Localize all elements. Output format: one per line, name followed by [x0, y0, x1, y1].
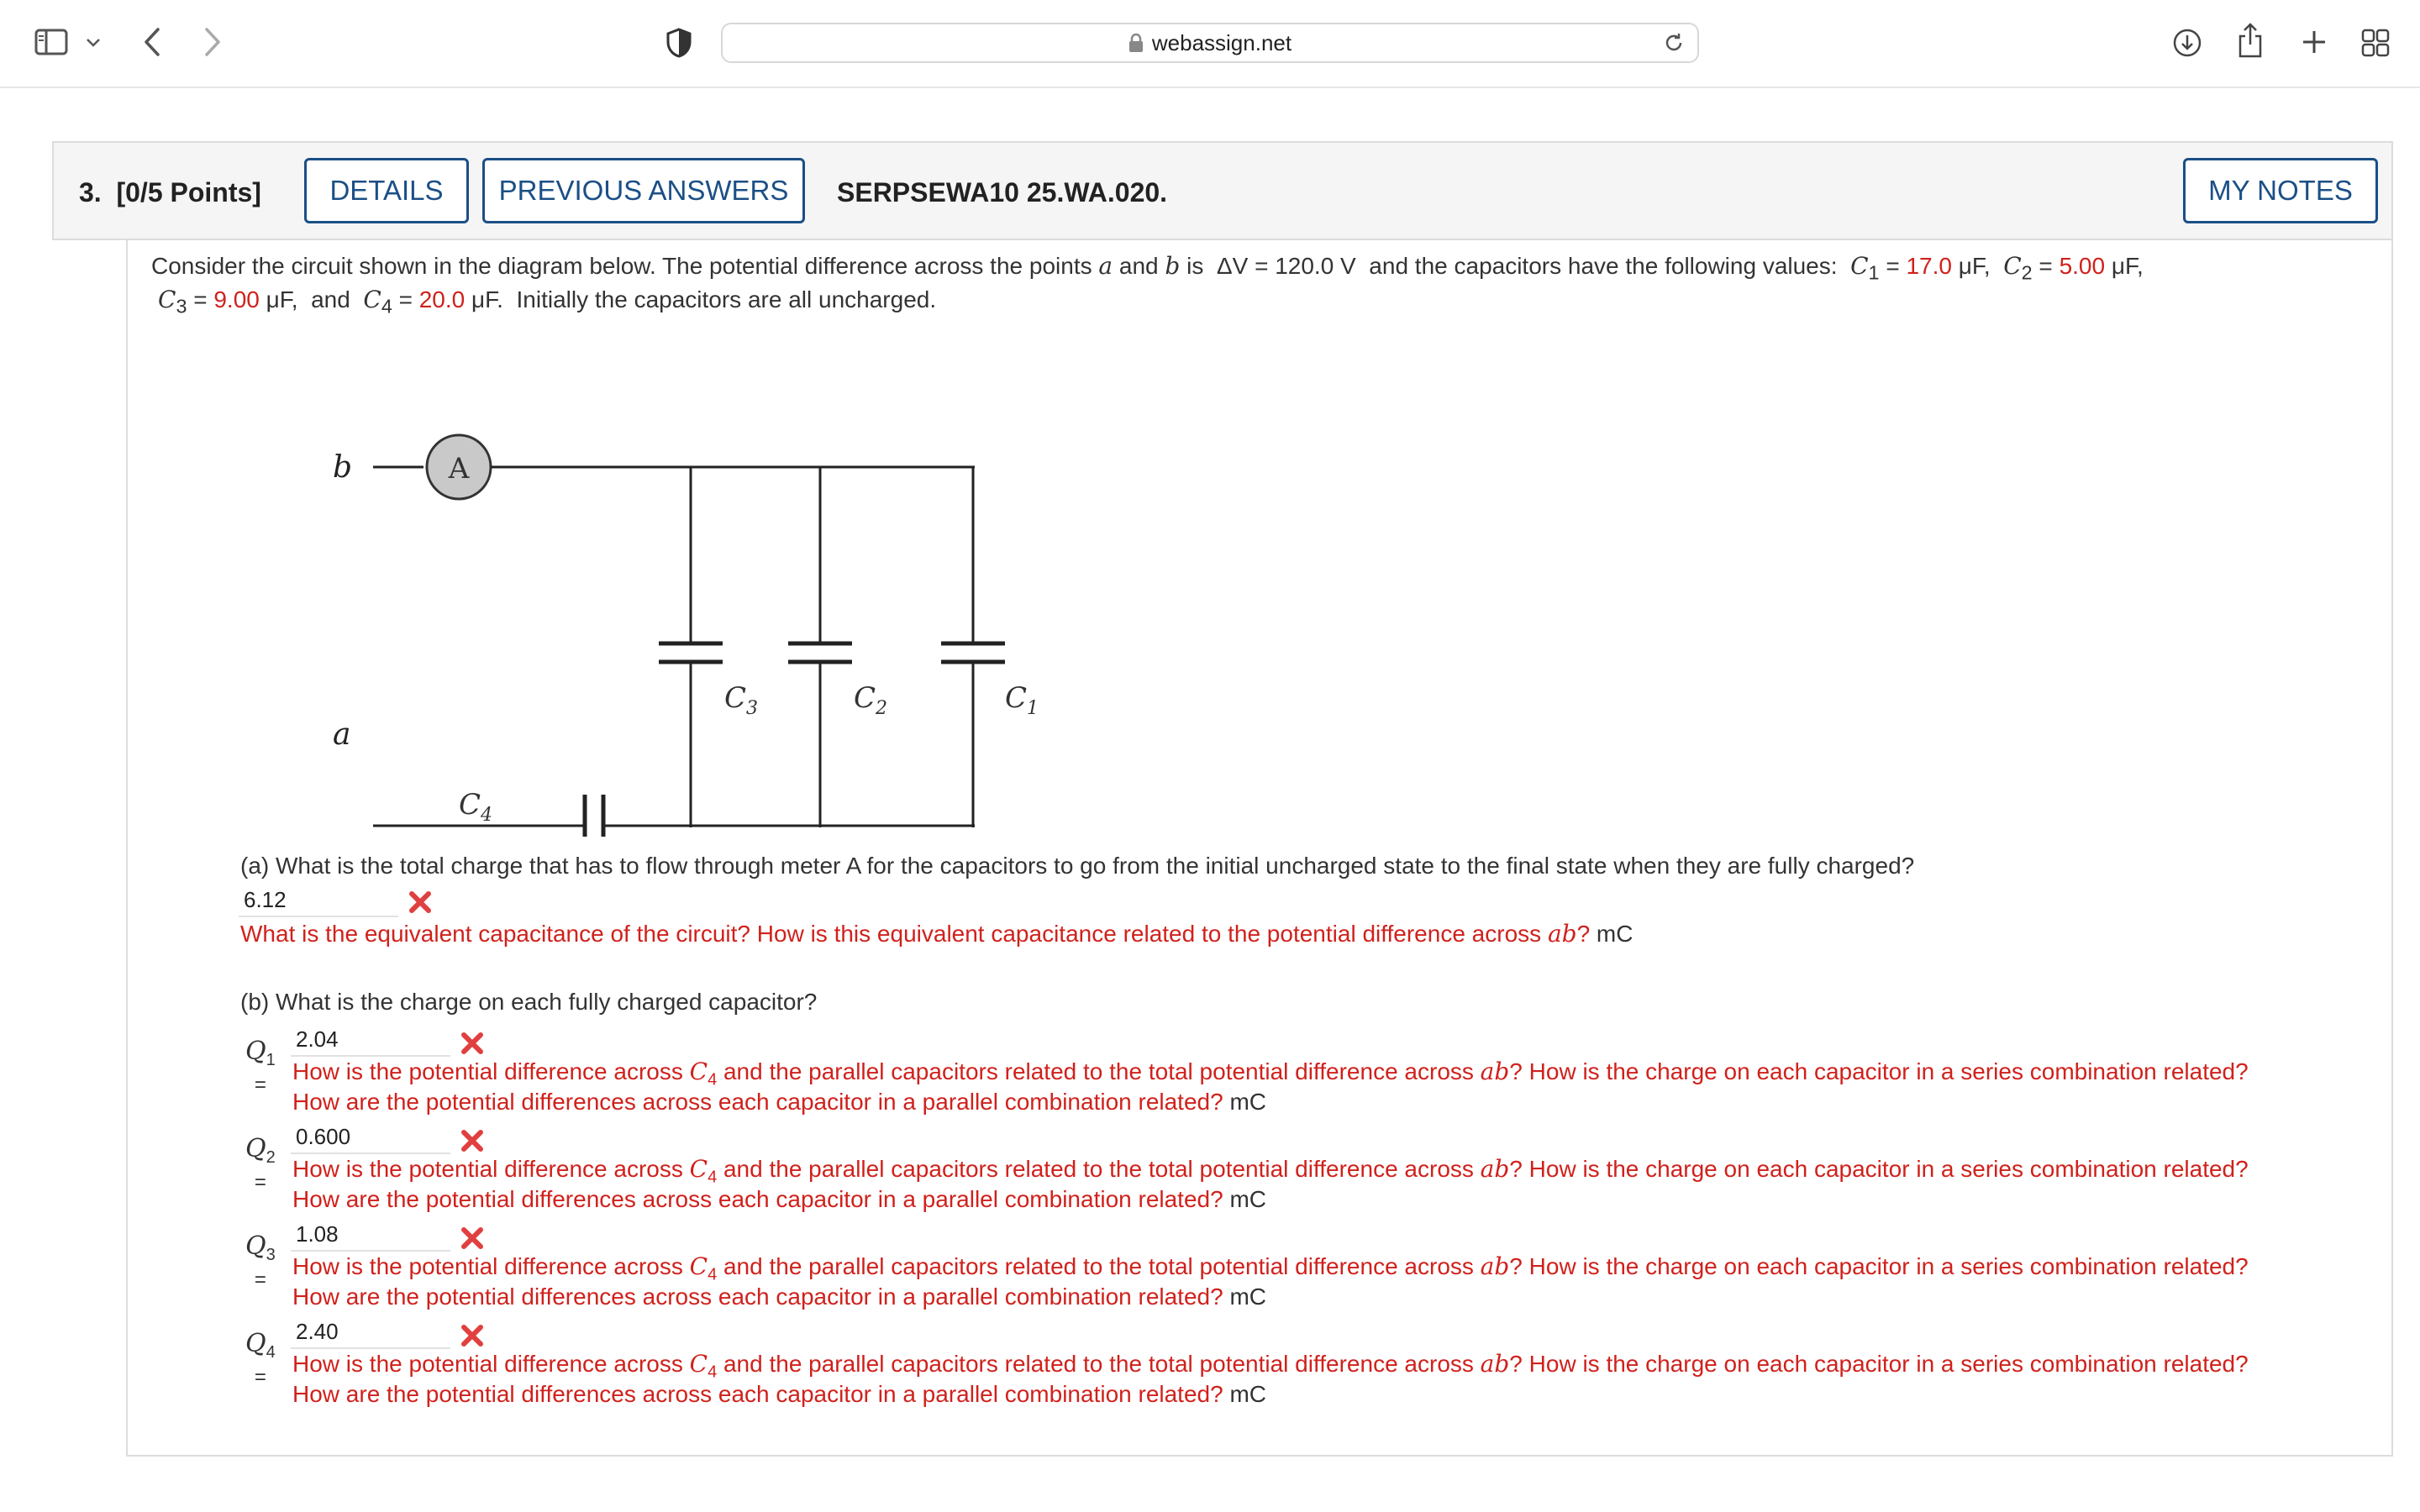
- c4-label-sub: 4: [481, 804, 493, 826]
- address-bar[interactable]: [721, 23, 1699, 63]
- label-b: b: [333, 450, 353, 485]
- hint-q: ?: [1576, 921, 1591, 947]
- capacitor-c3: [659, 643, 723, 662]
- part-a-question: (a) What is the total charge that has to flow through meter A for the capacitors to go from the initial uncharged state to the final state when they are fully charged?: [240, 853, 1915, 879]
- charge-hint-line-2: How are the potential differences across each capacitor in a parallel combination related? mC: [292, 1284, 1267, 1310]
- charge-answer-input[interactable]: 2.40: [291, 1315, 450, 1349]
- lock-icon: [1128, 33, 1144, 53]
- intro-text-2: and the capacitors have the following values:: [1369, 253, 1838, 279]
- capacitor-c1: [941, 643, 1005, 662]
- eq-sign: =: [2039, 253, 2053, 279]
- charge-label: [245, 1329, 276, 1389]
- c2-label: C: [854, 681, 876, 715]
- charge-symbol: Q: [245, 1134, 266, 1163]
- unit-uf: μF,: [266, 286, 298, 312]
- c1-symbol: C: [1850, 252, 1869, 280]
- question-number: [79, 143, 261, 242]
- previous-answers-button[interactable]: PREVIOUS ANSWERS: [482, 158, 805, 223]
- eq-sign: =: [254, 1074, 266, 1096]
- c2-subscript: 2: [2021, 261, 2033, 284]
- c3-subscript: 3: [176, 295, 187, 318]
- and-word: and: [1118, 253, 1159, 279]
- ammeter-label: A: [448, 452, 470, 486]
- charge-subscript: 4: [266, 1343, 276, 1362]
- privacy-shield-icon[interactable]: [666, 27, 692, 59]
- charge-hint-line-2: How are the potential differences across each capacitor in a parallel combination related? mC: [292, 1089, 1267, 1115]
- charge-hint-line-1: How is the potential difference across $C_4$ and the parallel capacitors related to the total potential difference across ab? How is the charge on each capacitor in a series combination related?: [292, 1058, 2249, 1089]
- delta-v: ΔV: [1216, 253, 1249, 279]
- question-body: [126, 240, 2393, 1457]
- c2-value: 5.00: [2059, 253, 2106, 279]
- c2-label-sub: 2: [876, 698, 888, 719]
- intro-text: Consider the circuit shown in the diagram below. The potential difference across the points: [151, 253, 1092, 279]
- c4-symbol: C: [363, 286, 381, 313]
- hint-var: ab: [1547, 920, 1577, 948]
- unit-uf: μF,: [1958, 253, 1991, 279]
- charge-symbol: Q: [245, 1231, 266, 1261]
- reload-icon[interactable]: [1662, 31, 1686, 55]
- back-icon[interactable]: [139, 25, 165, 59]
- charge-subscript: 3: [266, 1246, 276, 1264]
- incorrect-icon: [459, 1225, 486, 1252]
- question-index: 3.: [79, 176, 102, 207]
- c4-label: C: [459, 788, 481, 822]
- c3-value: 9.00: [213, 286, 260, 312]
- unit-mc: mC: [1596, 921, 1634, 947]
- tab-overview-icon[interactable]: [2360, 27, 2391, 59]
- part-a-answer-input[interactable]: 6.12: [239, 884, 398, 917]
- eq-sign: =: [254, 1366, 266, 1389]
- hint-text: What is the equivalent capacitance of the circuit? How is this equivalent capacitance related to the potential difference across: [240, 921, 1542, 947]
- var-a: a: [1098, 252, 1113, 280]
- potential-difference-value: 120.0 V: [1275, 253, 1356, 279]
- charge-answer-input[interactable]: 0.600: [291, 1121, 450, 1154]
- eq-sign: =: [254, 1171, 266, 1194]
- charge-hint-line-1: How is the potential difference across $C_4$ and the parallel capacitors related to the total potential difference across ab? How is the charge on each capacitor in a series combination related?: [292, 1350, 2249, 1382]
- charge-answer-input[interactable]: 1.08: [291, 1218, 450, 1252]
- capacitor-c2: [788, 643, 852, 662]
- download-icon[interactable]: [2171, 27, 2203, 59]
- charge-label: [245, 1037, 276, 1097]
- capacitor-c4: [585, 795, 603, 837]
- eq-sign: =: [254, 1268, 266, 1291]
- part-b-question: (b) What is the charge on each fully charged capacitor?: [240, 989, 818, 1015]
- sidebar-icon[interactable]: [34, 27, 69, 57]
- unit-uf: μF,: [2111, 253, 2144, 279]
- url-text: webassign.net: [1151, 29, 1292, 55]
- svg-text:C3: [724, 681, 758, 719]
- problem-statement-line-1: [151, 252, 2144, 287]
- question-header: [52, 141, 2393, 240]
- problem-statement-line-2: [158, 286, 936, 321]
- var-b: b: [1165, 252, 1181, 280]
- question-code: SERPSEWA10 25.WA.020.: [837, 176, 1168, 207]
- c4-subscript: 4: [381, 295, 392, 318]
- c1-subscript: 1: [1868, 261, 1880, 284]
- charge-label: [245, 1134, 276, 1194]
- points-label: [0/5 Points]: [116, 176, 261, 207]
- chevron-down-icon[interactable]: [84, 34, 103, 52]
- is-word: is: [1186, 253, 1204, 279]
- charge-hint-line-2: How are the potential differences across each capacitor in a parallel combination related? mC: [292, 1381, 1267, 1407]
- eq-sign: =: [1886, 253, 1900, 279]
- charge-label: [245, 1231, 276, 1292]
- c4-value: 20.0: [418, 286, 466, 312]
- intro-text-3: Initially the capacitors are all uncharged.: [516, 286, 937, 312]
- unit-uf: μF.: [471, 286, 503, 312]
- charge-hint-line-1: How is the potential difference across $C_4$ and the parallel capacitors related to the total potential difference across ab? How is the charge on each capacitor in a series combination related?: [292, 1155, 2249, 1187]
- forward-icon[interactable]: [200, 25, 225, 59]
- incorrect-icon: [459, 1127, 486, 1154]
- c2-symbol: C: [2003, 252, 2022, 280]
- svg-text:C2: [854, 681, 887, 719]
- browser-toolbar: [0, 0, 2420, 88]
- c3-label-sub: 3: [746, 698, 759, 719]
- eq-sign: =: [1255, 253, 1269, 279]
- charge-subscript: 1: [266, 1051, 276, 1069]
- charge-symbol: Q: [245, 1037, 266, 1066]
- circuit-diagram: [313, 333, 1069, 837]
- label-a: a: [333, 717, 351, 752]
- my-notes-button[interactable]: MY NOTES: [2183, 158, 2378, 223]
- share-icon[interactable]: [2235, 22, 2265, 59]
- eq-sign: =: [398, 286, 413, 312]
- c1-label: C: [1005, 681, 1028, 715]
- charge-hint-line-1: How is the potential difference across $C_4$ and the parallel capacitors related to the total potential difference across ab? How is the charge on each capacitor in a series combination related?: [292, 1252, 2249, 1284]
- eq-sign: =: [193, 286, 208, 312]
- incorrect-icon: [459, 1030, 486, 1057]
- charge-symbol: Q: [245, 1329, 266, 1358]
- svg-text:C1: [1005, 681, 1039, 719]
- new-tab-icon[interactable]: [2299, 27, 2329, 57]
- c1-label-sub: 1: [1027, 698, 1039, 719]
- charge-hint-line-2: How are the potential differences across each capacitor in a parallel combination related? mC: [292, 1186, 1267, 1212]
- c1-value: 17.0: [1906, 253, 1952, 279]
- and-word: and: [311, 286, 350, 312]
- incorrect-icon: [407, 889, 434, 916]
- charge-answer-input[interactable]: 2.04: [291, 1023, 450, 1057]
- charge-subscript: 2: [266, 1148, 276, 1167]
- c3-label: C: [724, 681, 747, 715]
- details-button[interactable]: DETAILS: [304, 158, 469, 223]
- incorrect-icon: [459, 1322, 486, 1349]
- part-a-hint: [240, 919, 1633, 949]
- c4-diagram-label: [459, 788, 492, 826]
- c3-symbol: C: [158, 286, 176, 313]
